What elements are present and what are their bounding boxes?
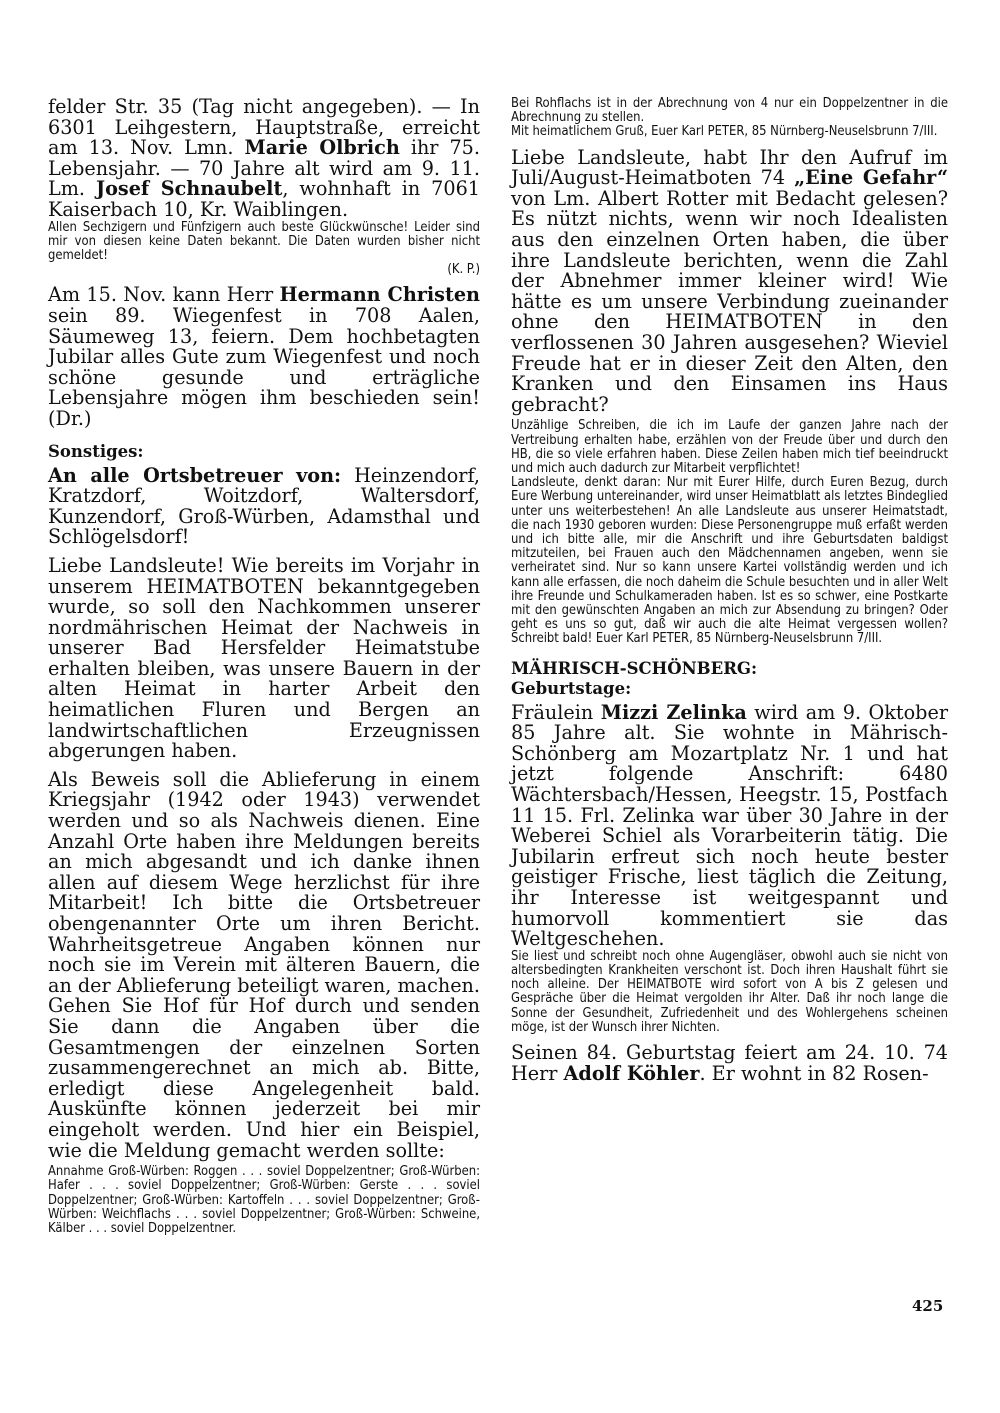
text: Heinzendorf, Kratzdorf, Woitzdorf, Waltersdorf, Kunzendorf, Groß-Würben, Adamsthal und Schlögelsdorf! <box>48 463 480 549</box>
section-heading-birthdays: Geburtstage: <box>511 678 632 698</box>
text: Fräulein <box>511 700 601 724</box>
right-column <box>511 97 948 1084</box>
example-report: Annahme Groß-Würben: Roggen . . . soviel Doppelzentner; Groß-Würben: Hafer . . . soviel Doppelzentner; Groß-Würben: Gerste . . . soviel Doppelzentner; Groß-Würben: Kartoffeln . . . soviel Doppelzentner; Groß-Würben: Weichflachs . . . soviel Doppelzentner; Groß-Würben: Schweine, Kälber . . . soviel Doppelzentner. <box>48 1164 480 1236</box>
birthday-paragraph-1 <box>48 97 480 221</box>
appeal-paragraph: Liebe Landsleute! Wie bereits im Vorjahr in unserem HEIMATBOTEN bekanntgegeben wurde, so soll den Nachkommen unserer nordmährischen Heimat der Nachweis in unserer Bad Hersfelder Heimatstube erhalten bleiben, was unsere Bauern in der alten Heimat in harter Arbeit den heimatlichen Fluren und Bergen an landwirtschaftlichen Erzeugnissen abgerungen haben. <box>48 553 480 763</box>
flax-note: Bei Rohflachs ist in der Abrechnung von 4 nur ein Doppelzentner in die Abrechnung zu stellen. <box>511 96 948 126</box>
page-number: 425 <box>912 1297 944 1315</box>
left-column <box>48 97 480 1236</box>
greetings-note: Allen Sechzigern und Fünfzigern auch beste Glückwünsche! Leider sind mir von diesen keine Daten bekannt. Die Daten wurden bisher nicht gemeldet! <box>48 219 480 263</box>
landsleute-paragraph <box>511 145 948 416</box>
text: Liebe Landsleute, habt Ihr den Aufruf im Juli/August-Heimatboten 74 <box>511 145 948 190</box>
text: Am 15. Nov. kann Herr <box>48 283 280 307</box>
person-name: Josef Schnaubelt <box>96 177 283 201</box>
landsleute-note: Landsleute, denkt daran: Nur mit Eurer Hilfe, durch Euren Bezug, durch Eure Werbung untereinander, wird unser Heimatblatt als letztes Bindeglied unter uns weiterbestehen! An alle Landsleute aus unserer Heimatstadt, die nach 1930 geboren wurden: Diese Personengruppe muß erfaßt werden und ich bitte alle, mir die Anschrift und ihre Geburtsdaten baldigst mitzuteilen, bei Frauen auch den Mädchennamen angeben, wenn sie verheiratet sind. Nur so kann unsere Kartei vollständig werden und ich kann alle erfassen, die noch daheim die Schule besuchten und in aller Welt ihre Freunde und Schulkameraden haben. Ist es so schwer, eine Postkarte mit den gewünschten Angaben an mich zur Absendung zu bringen? Oder geht es uns so gut, daß wir auch die alte Heimat vergessen wollen? Schreibt bald! Euer Karl PETER, 85 Nürnberg-Neuselsbrunn 7/III. <box>511 475 948 647</box>
birthday-paragraph-2 <box>48 285 480 429</box>
koehler-paragraph <box>511 1040 948 1085</box>
text: sein 89. Wiegenfest in 708 Aalen, Säumeweg 13, feiern. Dem hochbetagten Jubilar alles Gute zum Wiegenfest und noch schöne gesunde und erträgliche Lebensjahre mögen ihm beschieden sein! (Dr.) <box>48 303 480 430</box>
text: felder Str. 35 (Tag nicht angegeben). — In 6301 Leihgestern, Hauptstraße, erreicht am 13. Nov. Lmn. <box>48 95 480 160</box>
signature-note: Mit heimatlichem Gruß, Euer Karl PETER, 85 Nürnberg-Neuselsbrunn 7/III. <box>511 124 938 140</box>
text: ihr 75. Lebensjahr. — 70 Jahre alt wird am 9. 11. Lm. <box>48 136 480 201</box>
zelinka-note: Sie liest und schreibt noch ohne Augengläser, obwohl auch sie nicht von altersbedingten Krankheiten verschont ist. Doch ihren Haushalt führt sie noch alleine. Der HEIMATBOTE wird sofort von A bis Z gelesen und Gespräche über die Heimat vergolden ihr Alter. Daß ihr noch lange die Sonne der Gesundheit, Zufriedenheit und des Wohlergehens scheinen möge, ist der Wunsch ihrer Nichten. <box>511 948 948 1035</box>
letters-note: Unzählige Schreiben, die ich im Laufe der ganzen Jahre nach der Vertreibung erhalten habe, erzählen von der Freude über und durch den HB, die so viele erfahren haben. Diese Zeilen haben mich tief beeindruckt und mich auch dadurch zur Mitarbeit verpflichtet! <box>511 418 948 476</box>
article-title: „Eine Gefahr“ <box>794 166 948 190</box>
text: wird am 9. Oktober 85 Jahre alt. Sie wohnte in Mährisch-Schönberg am Mozartplatz Nr. 1 und hat jetzt folgende Anschrift: 6480 Wächtersbach/Hessen, Heegstr. 15, Postfach 11 15. Frl. Zelinka war über 30 Jahre in der Weberei Schiel als Vorarbeiterin tätig. Die Jubilarin erfreut sich noch heute bester geistiger Frische, liest täglich die Zeitung, ihr Interesse ist weitgespannt und humorvoll kommentiert sie das Weltgeschehen. <box>511 700 948 951</box>
person-name: Adolf Köhler <box>563 1061 700 1085</box>
zelinka-paragraph <box>511 700 948 951</box>
text: . Er wohnt in 82 Rosen- <box>699 1061 929 1085</box>
section-heading-sonstiges: Sonstiges: <box>48 441 144 461</box>
text: , wohnhaft in 7061 Kaiserbach 10, Kr. Waiblingen. <box>48 177 481 221</box>
text: Seinen 84. Geburtstag feiert am 24. 10. 74 Herr <box>511 1040 948 1085</box>
person-name: Marie Olbrich <box>244 136 400 160</box>
section-heading-place: MÄHRISCH-SCHÖNBERG: <box>511 658 758 678</box>
ortsbetreuer-paragraph <box>48 463 480 549</box>
person-name: Hermann Christen <box>279 283 480 307</box>
person-name: Mizzi Zelinka <box>600 700 747 724</box>
bold-lead: An alle Ortsbetreuer von: <box>48 463 342 487</box>
text: von Lm. Albert Rotter mit Bedacht gelesen? Es nützt nichts, wenn wir noch Idealisten aus den einzelnen Orten haben, die über ihre Landsleute berichten, wenn die Zahl der Abnehmer immer kleiner wird! Wie hätte es um unsere Verbindung zueinander ohne den HEIMATBOTEN in den verflossenen 30 Jahren ausgesehen? Wieviel Freude hat er in dieser Zeit den Alten, den Kranken und den Einsamen ins Haus gebracht? <box>511 186 948 416</box>
proof-paragraph: Als Beweis soll die Ablieferung in einem Kriegsjahr (1942 oder 1943) verwendet werden und so als Nachweis dienen. Eine Anzahl Orte haben ihre Meldungen bereits an mich abgesandt und ich danke ihnen allen auf diesem Wege herzlichst für ihre Mitarbeit! Ich bitte die Ortsbetreuer obengenannter Orte um ihren Bericht. Wahrheitsgetreue Angaben können nur noch sie im Verein mit älteren Bauern, die an der Ablieferung beteiligt waren, machen. Gehen Sie Hof für Hof durch und senden Sie dann die Angaben über die Gesamtmengen der einzelnen Sorten zusammengerechnet an mich ab. Bitte, erledigt diese Angelegenheit bald. Auskünfte können jederzeit bei mir eingeholt werden. Und hier ein Beispiel, wie die Meldung gemacht werden sollte: <box>48 767 480 1162</box>
author-initials: (K. P.) <box>447 262 480 278</box>
